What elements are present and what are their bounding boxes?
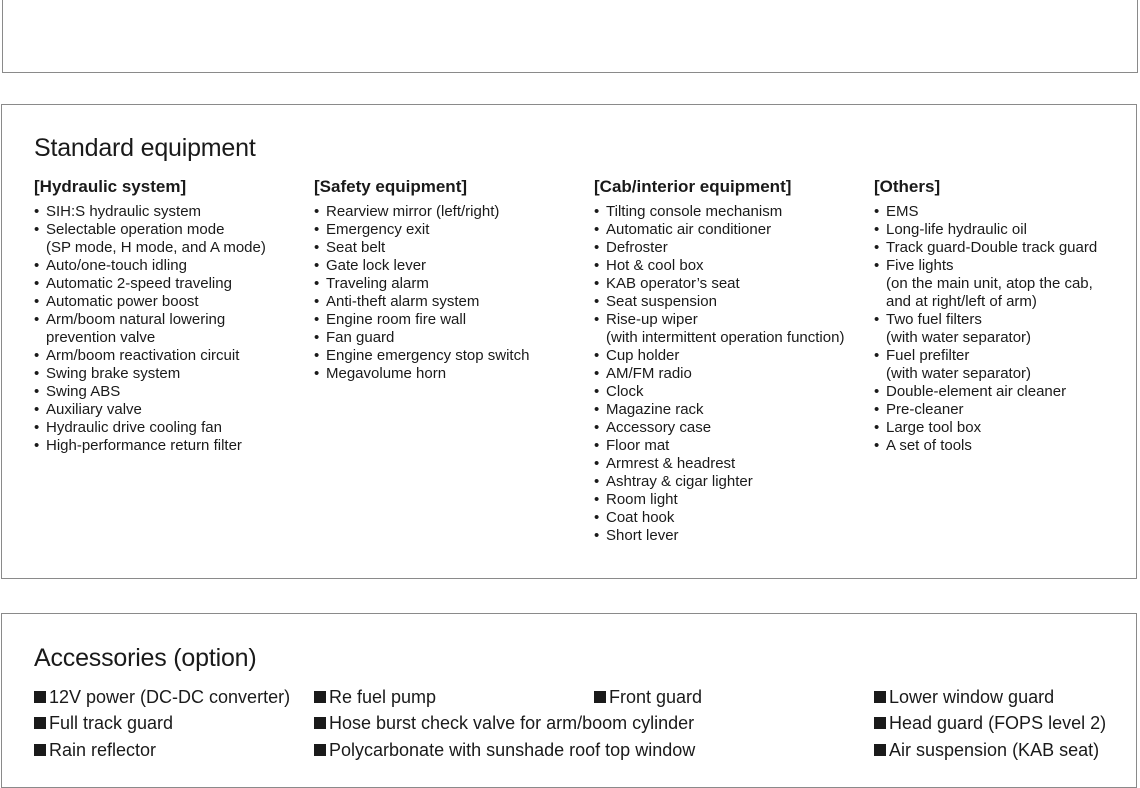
bullet-icon: • xyxy=(34,419,40,436)
list-item-text: Track guard-Double track guard xyxy=(886,239,1098,256)
list-item-text: Coat hook xyxy=(606,509,675,526)
list-item-text: High-performance return filter xyxy=(46,437,242,454)
bullet-icon: • xyxy=(874,347,880,364)
bullet-icon: • xyxy=(34,203,40,220)
list-item xyxy=(594,491,844,509)
bullet-icon: • xyxy=(34,275,40,292)
list-item-text: Swing ABS xyxy=(46,383,121,400)
list-item xyxy=(34,203,266,221)
column-heading: [Cab/interior equipment] xyxy=(594,177,792,196)
list-item xyxy=(314,311,529,329)
square-bullet-icon xyxy=(874,744,886,756)
bullet-icon: • xyxy=(874,419,880,436)
bullet-icon: • xyxy=(594,473,600,490)
list-item-continuation: prevention valve xyxy=(46,329,156,346)
bullet-icon: • xyxy=(314,257,320,274)
list-item-text: Megavolume horn xyxy=(326,365,447,382)
bullet-icon: • xyxy=(34,221,40,238)
list-item-text: Long-life hydraulic oil xyxy=(886,221,1027,238)
square-bullet-icon xyxy=(874,691,886,703)
equipment-list xyxy=(874,203,1097,455)
list-item-text: Emergency exit xyxy=(326,221,430,238)
list-item-text: KAB operator’s seat xyxy=(606,275,740,292)
list-item-text: A set of tools xyxy=(886,437,972,454)
list-item-text: Double-element air cleaner xyxy=(886,383,1067,400)
list-item-text: Arm/boom natural lowering xyxy=(46,311,226,328)
square-bullet-icon xyxy=(594,691,606,703)
list-item xyxy=(874,347,1097,383)
square-bullet-icon xyxy=(314,744,326,756)
list-item xyxy=(594,437,844,455)
column-hydraulic-system xyxy=(34,177,266,455)
list-item-text: Gate lock lever xyxy=(326,257,427,274)
bullet-icon: • xyxy=(874,401,880,418)
column-heading: [Safety equipment] xyxy=(314,177,468,196)
list-item-continuation: (with water separator) xyxy=(886,365,1032,382)
accessory-label: Air suspension (KAB seat) xyxy=(889,740,1100,760)
list-item xyxy=(874,239,1097,257)
column-safety-equipment xyxy=(314,177,529,383)
bullet-icon: • xyxy=(314,203,320,220)
list-item xyxy=(874,437,1097,455)
list-item-text: Ashtray & cigar lighter xyxy=(606,473,753,490)
list-item xyxy=(314,221,529,239)
top-empty-panel xyxy=(2,0,1138,73)
accessory-item xyxy=(874,739,1099,761)
bullet-icon: • xyxy=(594,527,600,544)
accessory-label: Lower window guard xyxy=(889,687,1055,707)
list-item xyxy=(314,329,529,347)
list-item xyxy=(874,383,1097,401)
list-item-text: Fan guard xyxy=(326,329,395,346)
accessory-label: Hose burst check valve for arm/boom cylinder xyxy=(329,713,695,733)
list-item xyxy=(34,365,266,383)
list-item-text: Two fuel filters xyxy=(886,311,982,328)
list-item-text: SIH:S hydraulic system xyxy=(46,203,202,220)
list-item-text: Tilting console mechanism xyxy=(606,203,783,220)
bullet-icon: • xyxy=(594,437,600,454)
equipment-list xyxy=(314,203,529,383)
list-item xyxy=(314,203,529,221)
list-item-text: Automatic power boost xyxy=(46,293,199,310)
list-item xyxy=(34,275,266,293)
list-item-text: Arm/boom reactivation circuit xyxy=(46,347,240,364)
list-item-text: Defroster xyxy=(606,239,668,256)
list-item-text: Automatic air conditioner xyxy=(606,221,772,238)
bullet-icon: • xyxy=(314,311,320,328)
list-item-continuation: (with intermittent operation function) xyxy=(606,329,845,346)
list-item xyxy=(594,311,844,347)
list-item xyxy=(34,221,266,257)
square-bullet-icon xyxy=(34,744,46,756)
list-item xyxy=(34,437,266,455)
bullet-icon: • xyxy=(314,347,320,364)
list-item-text: Traveling alarm xyxy=(326,275,429,292)
bullet-icon: • xyxy=(594,311,600,328)
equipment-list xyxy=(594,203,844,545)
equipment-list xyxy=(34,203,266,455)
list-item xyxy=(594,293,844,311)
list-item-text: EMS xyxy=(886,203,919,220)
bullet-icon: • xyxy=(594,365,600,382)
accessory-item xyxy=(874,712,1106,734)
list-item-text: Cup holder xyxy=(606,347,680,364)
list-item xyxy=(874,203,1097,221)
list-item-text: Accessory case xyxy=(606,419,712,436)
accessory-label: Front guard xyxy=(609,687,703,707)
bullet-icon: • xyxy=(34,257,40,274)
list-item-text: Auxiliary valve xyxy=(46,401,142,418)
list-item-continuation: (SP mode, H mode, and A mode) xyxy=(46,239,266,256)
list-item-text: Short lever xyxy=(606,527,679,544)
list-item-text: Anti-theft alarm system xyxy=(326,293,480,310)
list-item-text: AM/FM radio xyxy=(606,365,692,382)
bullet-icon: • xyxy=(34,347,40,364)
list-item-text: Selectable operation mode xyxy=(46,221,225,238)
list-item-text: Hot & cool box xyxy=(606,257,704,274)
accessory-item xyxy=(314,712,694,734)
standard-equipment-panel xyxy=(1,104,1137,579)
list-item xyxy=(34,257,266,275)
square-bullet-icon xyxy=(34,717,46,729)
list-item-text: Five lights xyxy=(886,257,954,274)
list-item xyxy=(314,275,529,293)
accessory-item xyxy=(34,739,156,761)
accessory-label: 12V power (DC-DC converter) xyxy=(49,687,291,707)
list-item xyxy=(594,347,844,365)
list-item xyxy=(314,293,529,311)
column-cab-interior-equipment xyxy=(594,177,844,545)
list-item-text: Engine emergency stop switch xyxy=(326,347,530,364)
bullet-icon: • xyxy=(314,239,320,256)
accessory-item xyxy=(314,686,436,708)
bullet-icon: • xyxy=(594,275,600,292)
list-item-text: Room light xyxy=(606,491,678,508)
bullet-icon: • xyxy=(874,257,880,274)
list-item xyxy=(34,347,266,365)
list-item xyxy=(594,221,844,239)
list-item xyxy=(314,365,529,383)
list-item xyxy=(594,203,844,221)
list-item xyxy=(594,527,844,545)
list-item-text: Rise-up wiper xyxy=(606,311,698,328)
list-item xyxy=(34,401,266,419)
bullet-icon: • xyxy=(594,401,600,418)
list-item xyxy=(874,419,1097,437)
list-item-continuation: (on the main unit, atop the cab, xyxy=(886,275,1093,292)
bullet-icon: • xyxy=(594,293,600,310)
bullet-icon: • xyxy=(594,491,600,508)
list-item xyxy=(34,311,266,347)
bullet-icon: • xyxy=(594,419,600,436)
list-item-text: Swing brake system xyxy=(46,365,181,382)
list-item xyxy=(34,293,266,311)
list-item xyxy=(874,257,1097,311)
square-bullet-icon xyxy=(874,717,886,729)
bullet-icon: • xyxy=(314,221,320,238)
bullet-icon: • xyxy=(34,365,40,382)
accessory-label: Head guard (FOPS level 2) xyxy=(889,713,1107,733)
list-item-text: Pre-cleaner xyxy=(886,401,964,418)
accessory-label: Full track guard xyxy=(49,713,174,733)
bullet-icon: • xyxy=(874,221,880,238)
list-item xyxy=(594,365,844,383)
list-item-text: Hydraulic drive cooling fan xyxy=(46,419,222,436)
list-item xyxy=(594,239,844,257)
accessory-label: Polycarbonate with sunshade roof top window xyxy=(329,740,696,760)
bullet-icon: • xyxy=(594,221,600,238)
bullet-icon: • xyxy=(314,365,320,382)
accessories-title: Accessories (option) xyxy=(34,644,257,672)
list-item xyxy=(874,311,1097,347)
list-item-text: Floor mat xyxy=(606,437,670,454)
list-item xyxy=(314,347,529,365)
list-item xyxy=(594,257,844,275)
list-item-text: Engine room fire wall xyxy=(326,311,467,328)
list-item xyxy=(874,221,1097,239)
square-bullet-icon xyxy=(314,717,326,729)
standard-equipment-title: Standard equipment xyxy=(34,134,256,162)
list-item xyxy=(34,419,266,437)
list-item-continuation: (with water separator) xyxy=(886,329,1032,346)
bullet-icon: • xyxy=(874,383,880,400)
list-item-text: Fuel prefilter xyxy=(886,347,970,364)
bullet-icon: • xyxy=(874,239,880,256)
list-item xyxy=(594,419,844,437)
list-item xyxy=(314,257,529,275)
list-item-continuation: and at right/left of arm) xyxy=(886,293,1037,310)
bullet-icon: • xyxy=(594,257,600,274)
list-item xyxy=(594,401,844,419)
list-item xyxy=(594,383,844,401)
list-item-text: Seat belt xyxy=(326,239,386,256)
list-item xyxy=(874,401,1097,419)
list-item xyxy=(34,383,266,401)
list-item-text: Large tool box xyxy=(886,419,982,436)
list-item xyxy=(594,275,844,293)
list-item-text: Rearview mirror (left/right) xyxy=(326,203,500,220)
bullet-icon: • xyxy=(594,239,600,256)
bullet-icon: • xyxy=(874,437,880,454)
list-item-text: Automatic 2-speed traveling xyxy=(46,275,232,292)
accessory-item xyxy=(34,686,290,708)
bullet-icon: • xyxy=(594,347,600,364)
list-item xyxy=(594,455,844,473)
bullet-icon: • xyxy=(594,455,600,472)
list-item xyxy=(594,509,844,527)
accessory-item xyxy=(874,686,1054,708)
list-item-text: Magazine rack xyxy=(606,401,704,418)
bullet-icon: • xyxy=(874,203,880,220)
column-others xyxy=(874,177,1097,455)
bullet-icon: • xyxy=(34,293,40,310)
accessory-item xyxy=(594,686,702,708)
list-item-text: Seat suspension xyxy=(606,293,717,310)
square-bullet-icon xyxy=(314,691,326,703)
bullet-icon: • xyxy=(594,383,600,400)
accessory-item xyxy=(314,739,695,761)
bullet-icon: • xyxy=(34,383,40,400)
accessories-panel xyxy=(1,613,1137,788)
square-bullet-icon xyxy=(34,691,46,703)
list-item xyxy=(314,239,529,257)
list-item xyxy=(594,473,844,491)
bullet-icon: • xyxy=(314,293,320,310)
bullet-icon: • xyxy=(594,509,600,526)
bullet-icon: • xyxy=(34,437,40,454)
bullet-icon: • xyxy=(594,203,600,220)
bullet-icon: • xyxy=(314,329,320,346)
list-item-text: Clock xyxy=(606,383,644,400)
accessory-label: Re fuel pump xyxy=(329,687,437,707)
bullet-icon: • xyxy=(874,311,880,328)
accessory-label: Rain reflector xyxy=(49,740,157,760)
list-item-text: Auto/one-touch idling xyxy=(46,257,187,274)
column-heading: [Others] xyxy=(874,177,941,196)
bullet-icon: • xyxy=(314,275,320,292)
list-item-text: Armrest & headrest xyxy=(606,455,736,472)
bullet-icon: • xyxy=(34,401,40,418)
column-heading: [Hydraulic system] xyxy=(34,177,187,196)
bullet-icon: • xyxy=(34,311,40,328)
accessory-item xyxy=(34,712,173,734)
